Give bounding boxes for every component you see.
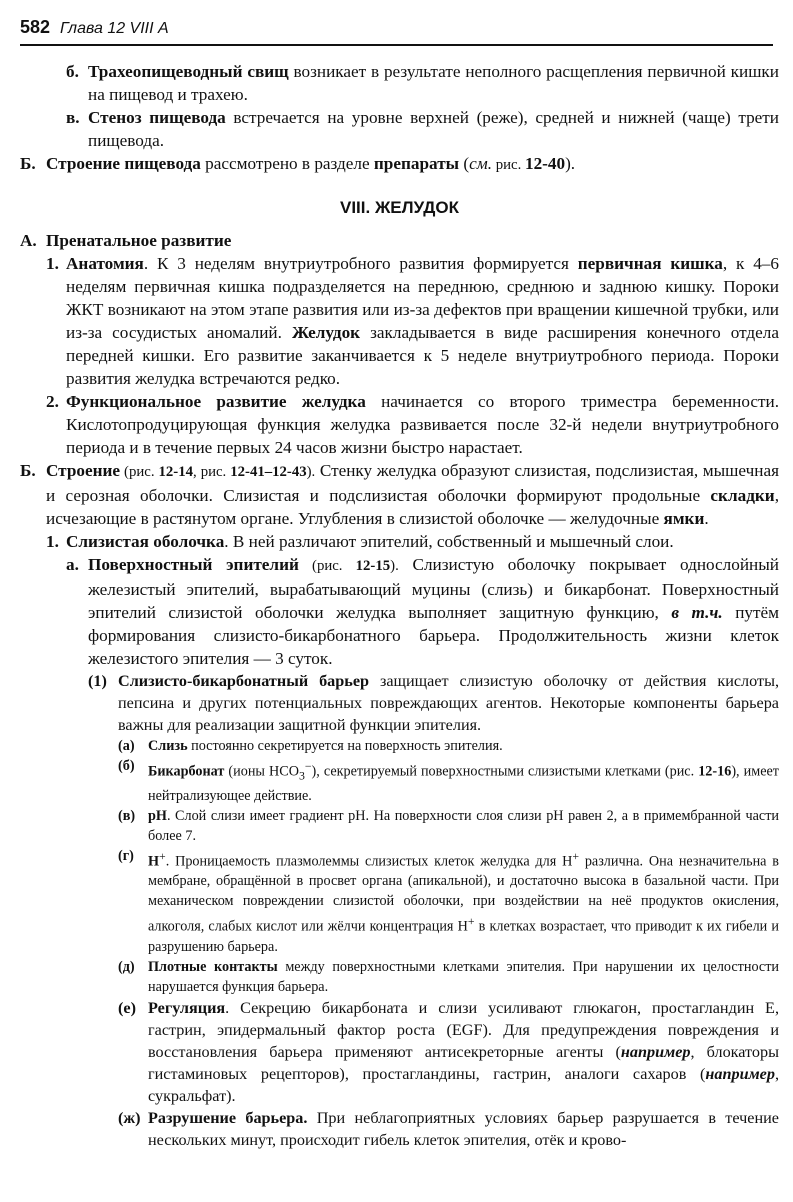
term: H xyxy=(148,853,160,870)
text: между поверхностными клетками эпителия. При нарушении их целостности нарушается функция барьера. xyxy=(148,959,779,996)
term: Слизисто-бикарбонатный барьер xyxy=(118,672,370,690)
ref-abbrev: см. xyxy=(469,154,493,173)
superscript: + xyxy=(572,848,579,863)
subscript: 3 xyxy=(298,768,305,783)
text: . К 3 неделям внутриутробного развития формируется xyxy=(143,254,578,273)
list-item-regulation xyxy=(20,997,779,1107)
ref: (рис. xyxy=(120,464,159,480)
item-text xyxy=(148,806,779,846)
text: Стенку желудка образуют слизистая, подслизистая, мышечная и серозная оболочки. Слизистая и подслизистая оболочки формируют продольные xyxy=(46,461,779,505)
item-text xyxy=(46,152,779,177)
item-text xyxy=(88,106,779,152)
figure-ref: 12-15 xyxy=(355,558,391,574)
text: ), секретируемый поверхностными слизистыми клетками (рис. xyxy=(311,763,699,780)
subsection-heading xyxy=(20,229,779,252)
item-text xyxy=(148,756,779,806)
page-body xyxy=(20,60,779,1151)
text: встречается на уровне верхней (реже), средней и нижней (чаще) трети пищевода. xyxy=(88,108,780,150)
item-label: (ж) xyxy=(118,1109,141,1128)
text: ), имеет нейтрализующее действие. xyxy=(148,763,779,804)
superscript: + xyxy=(467,914,475,929)
list-item-stenosis xyxy=(20,106,779,152)
section-title: VIII. ЖЕЛУДОК xyxy=(339,198,459,217)
heading-text: Пренатальное развитие xyxy=(46,231,232,250)
text: , к 4–6 неделям первичная кишка подразделяется на переднюю, среднюю и заднюю кишку. Пороки ЖКТ возникают на этом этапе развития или из-за дефектов при вращении кишечной трубки, или из-за сосудистых аномалий. xyxy=(66,254,779,342)
text: , сукральфат). xyxy=(148,1065,779,1106)
item-label: 2. xyxy=(46,392,59,411)
item-label: (г) xyxy=(118,847,134,864)
list-item-esophagus-structure xyxy=(20,152,779,177)
term: складки xyxy=(710,486,775,505)
term: Анатомия xyxy=(66,254,144,273)
item-label: (1) xyxy=(88,672,107,690)
term: Функциональное развитие желудка xyxy=(66,392,366,411)
item-text xyxy=(66,252,779,390)
term: ямки xyxy=(663,509,705,528)
page-number: 582 xyxy=(20,17,51,37)
text: ( xyxy=(459,154,470,173)
item-label: (е) xyxy=(118,999,136,1018)
text: путём формирования слизисто-бикарбонатного барьера. Продолжительность жизни клеток железистого эпителия — 3 суток. xyxy=(88,603,780,668)
list-item-hydrogen xyxy=(20,846,779,957)
text: в клетках возрастает, что приводит к их гибели и разрушению барьера. xyxy=(148,919,779,956)
figure-ref: 12-14 xyxy=(158,464,194,480)
text: . Секрецию бикарбоната и слизи усиливают глюкагон, простагландин Е, гастрин, эпидермальный фактор роста (EGF). Для предупреждения повреждения и восстановления барьера применяют антисекреторные агенты ( xyxy=(148,999,779,1062)
item-label: Б. xyxy=(20,461,36,480)
item-text xyxy=(66,530,779,553)
list-item-anatomy xyxy=(20,252,779,390)
item-text xyxy=(46,459,779,530)
list-item-surface-epithelium xyxy=(20,553,779,670)
item-label: (а) xyxy=(118,738,135,754)
running-title: Глава 12 VIII А xyxy=(60,20,169,37)
term: pH xyxy=(148,807,167,824)
term: первичная кишка xyxy=(577,254,723,273)
term: Строение xyxy=(46,461,121,480)
text: начинается со второго триместра беременности. Кислотопродуцирующая функция желудка развивается после 32-й недели внутриутробного периода и в течение первых 24 часов жизни быстро нарастает. xyxy=(66,392,780,457)
term: Трахеопищеводный свищ xyxy=(88,62,289,81)
list-item-bicarbonate xyxy=(20,756,779,806)
list-item-tight-junctions xyxy=(20,957,779,997)
item-label: 1. xyxy=(46,254,59,273)
text: . Проницаемость плазмолеммы слизистых клеток желудка для H xyxy=(165,853,573,870)
text: ). xyxy=(565,154,576,173)
ref: (рис. xyxy=(298,558,356,574)
list-item-mucus xyxy=(20,736,779,756)
term: Слизистая оболочка xyxy=(66,532,225,551)
item-text xyxy=(148,736,779,756)
list-item-barrier-breakdown xyxy=(20,1107,779,1151)
item-label: 1. xyxy=(46,532,59,551)
text: . Слой слизи имеет градиент pH. На поверхности слоя слизи pH равен 2, а в примембранной части более 7. xyxy=(148,807,779,844)
list-item-ph xyxy=(20,806,779,846)
item-label: б. xyxy=(66,62,79,81)
term: Строение пищевода xyxy=(46,154,201,173)
text: . xyxy=(704,509,709,528)
term: Разрушение барьера. xyxy=(148,1109,308,1128)
superscript: + xyxy=(159,848,166,863)
emphasis: например xyxy=(620,1043,691,1062)
item-label: Б. xyxy=(20,154,36,173)
list-item-fistula xyxy=(20,60,779,106)
item-text xyxy=(148,997,779,1107)
figure-ref: 12-41–12-43 xyxy=(230,464,307,480)
list-item-barrier xyxy=(20,670,779,736)
item-label: в. xyxy=(66,108,80,127)
item-text xyxy=(66,390,779,459)
superscript: − xyxy=(304,759,312,773)
list-item-mucosa xyxy=(20,530,779,553)
emphasis: например xyxy=(705,1065,775,1084)
list-item-functional-development xyxy=(20,390,779,459)
term: Стеноз пищевода xyxy=(88,108,226,127)
item-text xyxy=(148,846,779,957)
term: Желудок xyxy=(291,323,361,342)
item-label: (б) xyxy=(118,758,135,774)
term: Слизь xyxy=(148,738,188,754)
item-text xyxy=(148,1107,779,1151)
text: рассмотрено в разделе xyxy=(200,154,374,173)
text: постоянно секретируется на поверхность эпителия. xyxy=(187,738,503,754)
item-text xyxy=(148,957,779,997)
list-item-structure xyxy=(20,459,779,530)
figure-ref: 12-40 xyxy=(524,154,566,173)
term: Регуляция xyxy=(148,999,226,1018)
ref: ). xyxy=(306,464,316,480)
text: закладывается в виде расширения конечного отдела передней кишки. Его развитие заканчивается к 5 неделе внутриутробного периода. Пороки развития желудка встречаются редко. xyxy=(66,323,779,388)
text: , блокаторы гистаминовых рецепторов), простагландины, гастрин, аналоги сахаров ( xyxy=(148,1043,779,1084)
text: (ионы HCO xyxy=(224,763,299,780)
ref: рис. xyxy=(492,157,525,173)
item-label: (в) xyxy=(118,807,136,824)
header-rule xyxy=(20,44,773,46)
figure-ref: 12-16 xyxy=(698,763,732,780)
text: При неблагоприятных условиях барьер разрушается в течение нескольких минут, происходит гибель клеток эпителия, отёк и крово- xyxy=(148,1109,779,1150)
text: Слизистую оболочку покрывает однослойный железистый эпителий, вырабатывающий муцины (слизь) и бикарбонат. Поверхностный эпителий слизистой оболочки желудка выполняет защитную функцию, xyxy=(88,555,779,622)
term: Плотные контакты xyxy=(148,959,278,976)
item-label: (д) xyxy=(118,959,135,976)
text: различна. Она незначительна в мембране, обращённой в просвет органа (апикальной), и достаточно высока в базальной части. При механическом повреждении слизистой оболочки, при воздействии на неё продуктов окисления, алкоголя, слабых кислот или жёлчи концентрация H xyxy=(148,853,779,936)
text: возникает в результате неполного расщепления первичной кишки на пищевод и трахею. xyxy=(88,62,779,104)
ref: , рис. xyxy=(193,464,231,480)
item-text xyxy=(88,60,779,106)
page-header xyxy=(20,17,773,41)
term: Бикарбонат xyxy=(148,763,225,780)
term: препараты xyxy=(373,154,460,173)
ref: ). xyxy=(390,558,399,574)
item-text xyxy=(88,553,779,670)
item-text xyxy=(118,670,779,736)
text: защищает слизистую оболочку от действия кислоты, пепсина и других потенциальных повреждающих агентов. Некоторые компоненты барьера важны для реализации защитной функции эпителия. xyxy=(118,672,779,734)
text: . В ней различают эпителий, собственный и мышечный слои. xyxy=(224,532,674,551)
item-label: А. xyxy=(20,231,37,250)
term: Поверхностный эпителий xyxy=(88,555,299,574)
item-label: а. xyxy=(66,555,79,574)
emphasis: в т.ч. xyxy=(671,603,723,622)
text: , исчезающие в растянутом органе. Углубления в слизистой оболочке — желудочные xyxy=(46,486,779,528)
